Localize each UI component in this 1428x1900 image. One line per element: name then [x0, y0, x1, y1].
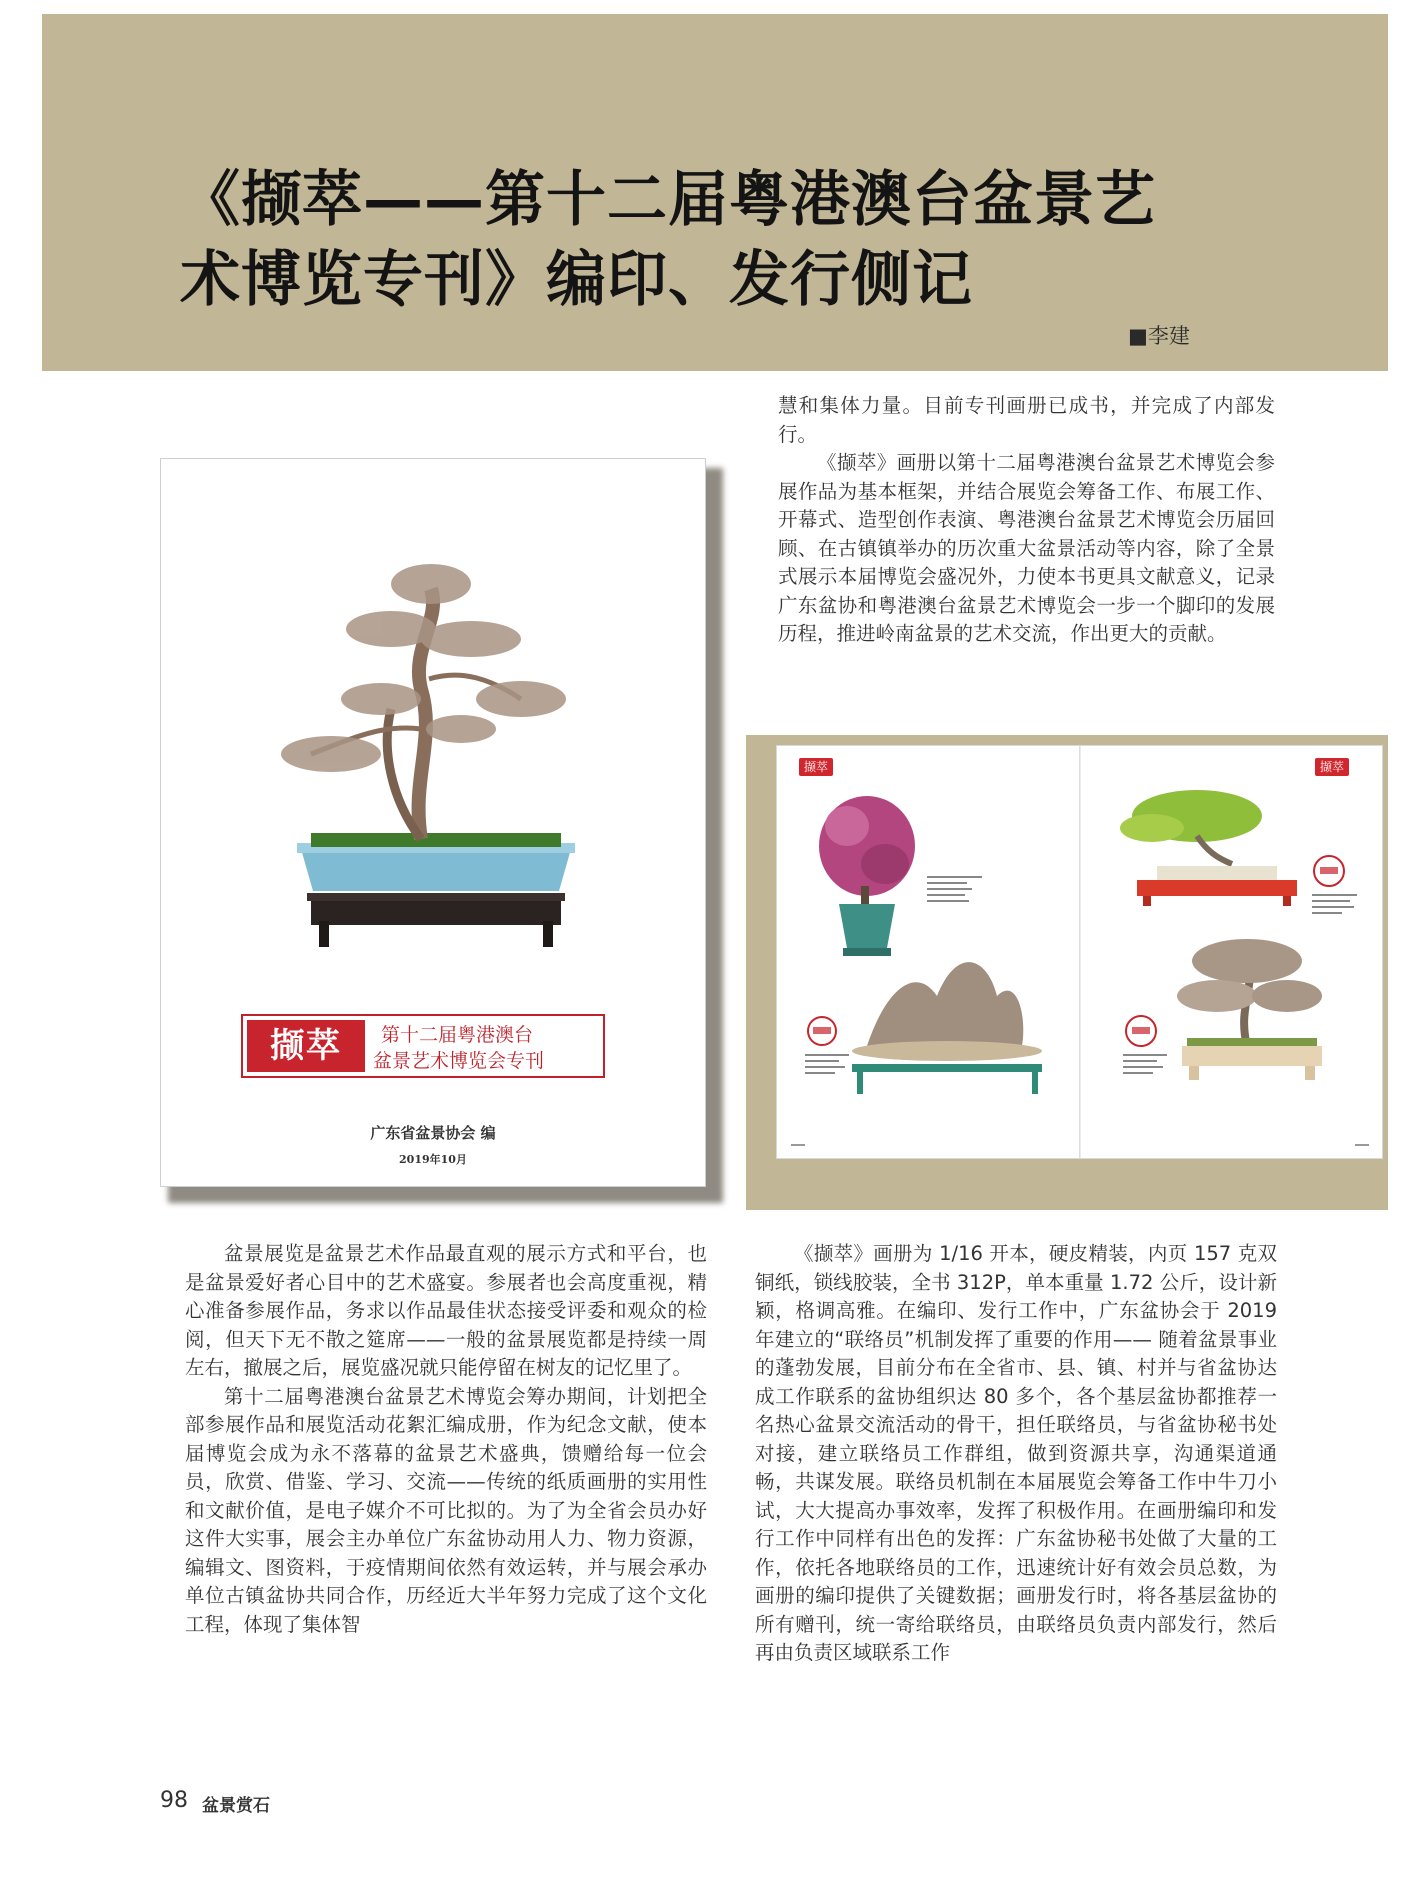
spread-seal-left: 撷萃 — [799, 758, 833, 776]
paragraph: 《撷萃》画册以第十二届粤港澳台盆景艺术博览会参展作品为基本框架，并结合展览会筹备工作、布展工作、开幕式、造型创作表演、粤港澳台盆景艺术博览会历届回顾、在古镇镇举办的历次重大盆景活动等内容，除了全景式展示本届博览会盛况外，力使本书更具文献意义，记录广东盆协和粤港澳台盆景艺术博览会一步一个脚印的发展历程，推进岭南盆景的艺术交流，作出更大的贡献。 — [778, 451, 1275, 645]
article-title — [180, 160, 1280, 320]
paragraph: 盆景展览是盆景艺术作品最直观的展示方式和平台，也是盆景爱好者心目中的艺术盛宴。参展者也会高度重视，精心准备参展作品，务求以作品最佳状态接受评委和观众的检阅，但天下无不散之筵席——一般的盆景展览都是持续一周左右，撤展之后，展览盛况就只能停留在树友的记忆里了。 — [185, 1242, 707, 1379]
author-byline: ■李建 — [1128, 324, 1190, 348]
book-cover-image — [160, 458, 706, 1187]
page-number: 98 — [160, 1788, 188, 1813]
right-column-bottom — [755, 1240, 1277, 1668]
title-line-2: 术博览专刊》编印、发行侧记 — [180, 245, 973, 315]
title-line-1: 《撷萃——第十二届粤港澳台盆景艺 — [180, 165, 1156, 235]
paragraph: 《撷萃》画册为 1/16 开本，硬皮精装，内页 157 克双铜纸，锁线胶装，全书 312P，单本重量 1.72 公斤，设计新颖，格调高雅。在编印、发行工作中，广东盆协会于 2019 年建立的“联络员”机制发挥了重要的作用—— 随着盆景事业的蓬勃发展，目前分布在全省市、县、镇、村并与省盆协达成工作联系的盆协组织达 80 多个，各个基层盆协都推荐一名热心盆景交流活动的骨干，担任联络员，与省盆协秘书处对接，建立联络员工作群组，做到资源共享，沟通渠道通畅，共谋发展。联络员机制在本届展览会筹备工作中牛刀小试，大大提高办事效率，发挥了积极作用。在画册编印和发行工作中同样有出色的发挥：广东盆协秘书处做了大量的工作，依托各地联络员的工作，迅速统计好有效会员总数，为画册的编印提供了关键数据；画册发行时，将各基层盆协的所有赠刊，统一寄给联络员，由联络员负责内部发行，然后再由负责区域联系工作 — [755, 1242, 1277, 1664]
right-column-top — [778, 392, 1275, 649]
magazine-name: 盆景赏石 — [202, 1796, 270, 1816]
cover-title-label — [241, 1014, 605, 1078]
book-spread-image — [776, 745, 1383, 1159]
cover-seal: 撷萃 — [247, 1020, 365, 1072]
cover-subtitle-line-2: 盆景艺术博览会专刊 — [373, 1050, 545, 1072]
cover-date: 2019年10月 — [399, 1153, 467, 1166]
spread-seal-right: 撷萃 — [1315, 758, 1349, 776]
paragraph: 第十二届粤港澳台盆景艺术博览会筹办期间，计划把全部参展作品和展览活动花絮汇编成册，作为纪念文献，使本届博览会成为永不落幕的盆景艺术盛典，馈赠给每一位会员，欣赏、借鉴、学习、交流——传统的纸质画册的实用性和文献价值，是电子媒介不可比拟的。为了为全省会员办好这件大实事，展会主办单位广东盆协动用人力、物力资源，编辑文、图资料，于疫情期间依然有效运转，并与展会承办单位古镇盆协共同合作，历经近大半年努力完成了这个文化工程，体现了集体智 — [185, 1384, 707, 1636]
spread-bonsai-photos — [777, 746, 1382, 1158]
left-column — [185, 1240, 707, 1639]
paragraph: 慧和集体力量。目前专刊画册已成书，并完成了内部发行。 — [778, 394, 1275, 446]
cover-publisher: 广东省盆景协会 编 — [370, 1124, 496, 1142]
bonsai-illustration — [271, 529, 601, 959]
cover-subtitle-line-1: 第十二届粤港澳台 — [381, 1024, 534, 1046]
